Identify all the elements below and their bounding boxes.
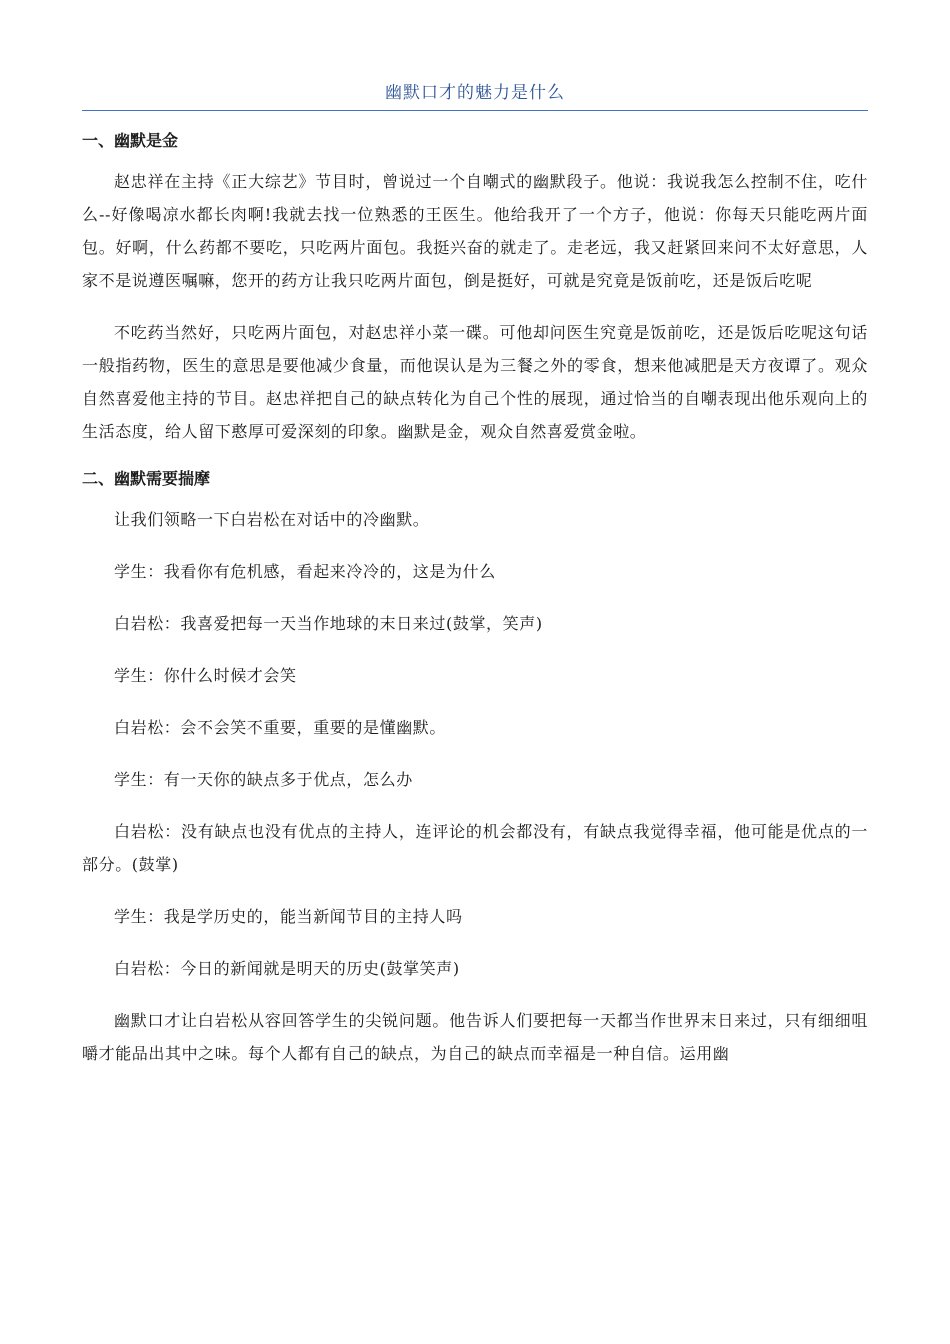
section-heading: 一、幽默是金 (82, 131, 179, 150)
dialogue-line: 白岩松：今日的新闻就是明天的历史(鼓掌笑声) (114, 959, 460, 978)
dialogue-line: 学生：我看你有危机感，看起来冷冷的，这是为什么 (114, 562, 496, 581)
paragraph: 赵忠祥在主持《正大综艺》节目时，曾说过一个自嘲式的幽默段子。他说：我说我怎么控制不住，吃什么--好像喝凉水都长肉啊!我就去找一位熟悉的王医生。他给我开了一个方子，他说：你每天只能吃两片面包。好啊，什么药都不要吃，只吃两片面包。我挺兴奋的就走了。走老远，我又赶紧回来问不太好意思，人家不是说遵医嘱嘛，您开的药方让我只吃两片面包，倒是挺好，可就是究竟是饭前吃，还是饭后吃呢 (82, 172, 868, 290)
dialogue-line: 学生：你什么时候才会笑 (114, 666, 297, 685)
document-page (82, 78, 868, 1089)
dialogue-line: 白岩松：会不会笑不重要，重要的是懂幽默。 (114, 718, 447, 737)
paragraph: 不吃药当然好，只吃两片面包，对赵忠祥小菜一碟。可他却问医生究竟是饭前吃，还是饭后吃呢这句话一般指药物，医生的意思是要他减少食量，而他误认是为三餐之外的零食，想来他减肥是天方夜谭了。观众自然喜爱他主持的节目。赵忠祥把自己的缺点转化为自己个性的展现，通过恰当的自嘲表现出他乐观向上的生活态度，给人留下憨厚可爱深刻的印象。幽默是金，观众自然喜爱赏金啦。 (82, 323, 868, 441)
section-1 (82, 129, 868, 448)
dialogue-line: 白岩松：我喜爱把每一天当作地球的末日来过(鼓掌，笑声) (114, 614, 543, 633)
dialogue-line: 学生：有一天你的缺点多于优点，怎么办 (114, 770, 413, 789)
section-heading: 二、幽默需要揣摩 (82, 469, 211, 488)
section-2 (82, 467, 868, 1070)
paragraph: 让我们领略一下白岩松在对话中的冷幽默。 (114, 510, 430, 529)
document-title: 幽默口才的魅力是什么 (82, 78, 868, 111)
dialogue-line: 白岩松：没有缺点也没有优点的主持人，连评论的机会都没有，有缺点我觉得幸福，他可能是优点的一部分。(鼓掌) (82, 822, 868, 874)
dialogue-line: 学生：我是学历史的，能当新闻节目的主持人吗 (114, 907, 463, 926)
paragraph: 幽默口才让白岩松从容回答学生的尖锐问题。他告诉人们要把每一天都当作世界末日来过，只有细细咀嚼才能品出其中之味。每个人都有自己的缺点，为自己的缺点而幸福是一种自信。运用幽 (82, 1011, 868, 1063)
